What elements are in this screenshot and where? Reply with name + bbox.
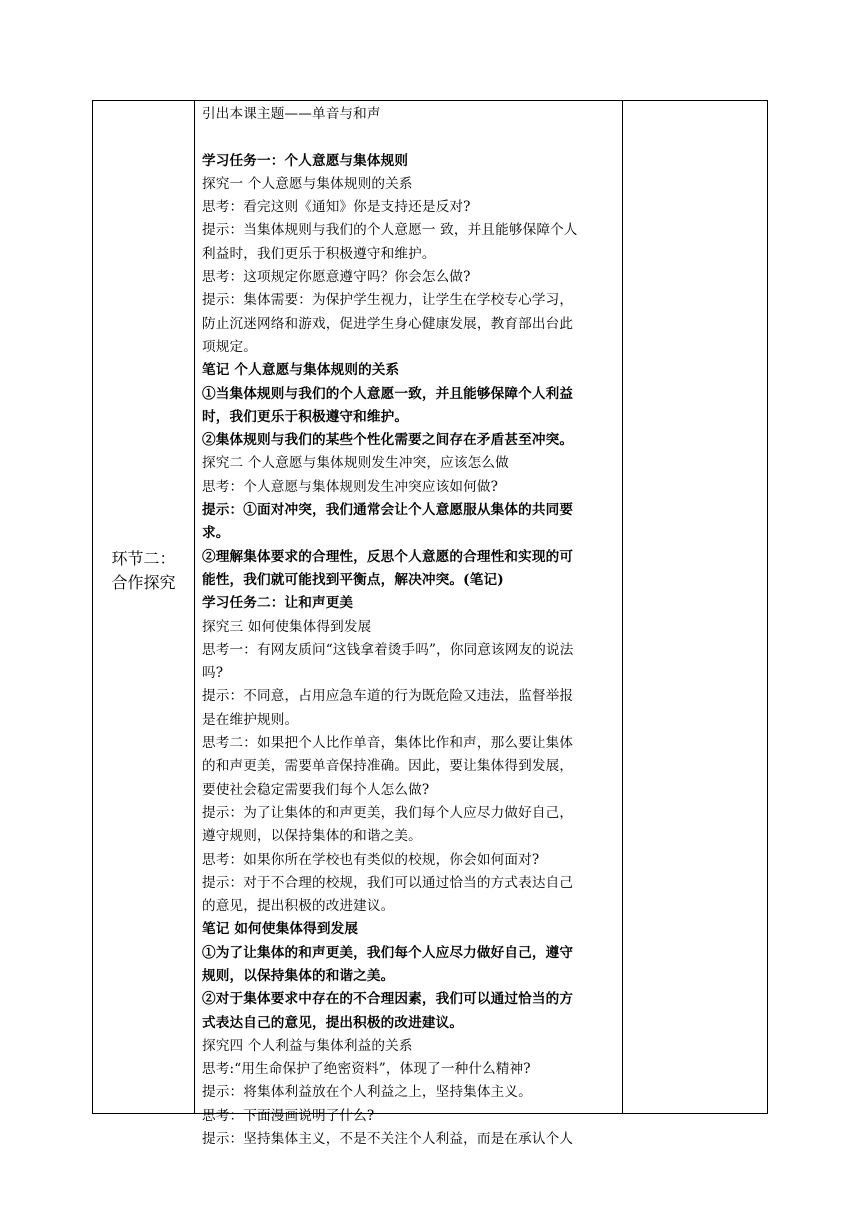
content-line: 探究二 个人意愿与集体规则发生冲突，应该怎么做 [202,455,509,472]
content-line: 引出本课主题——单音与和声 [202,106,381,122]
content-line: 遵守规则，以保持集体的和谐之美。 [202,828,422,845]
content-line: 时，我们更乐于积极遵守和维护。 [202,408,409,425]
content-line: 探究四 个人利益与集体利益的关系 [202,1037,413,1054]
content-line: ②集体规则与我们的某些个性化需要之间存在矛盾甚至冲突。 [202,432,574,449]
content-line: 提示：为了让集体的和声更美，我们每个人应尽力做好自己， [202,804,574,821]
content-line: 思考：看完这则《通知》你是支持还是反对? [202,199,471,216]
content-line: 笔记 个人意愿与集体规则的关系 [202,362,400,379]
column-divider [622,101,623,1113]
content-line: 吗? [202,665,224,682]
column-divider [194,101,195,1113]
content-line: 提示：不同意，占用应急车道的行为既危险又违法，监督举报 [202,688,574,705]
content-line: 求。 [202,525,230,542]
content-line: ①为了让集体的和声更美，我们每个人应尽力做好自己，遵守 [202,944,574,961]
stage-label-cell [93,547,194,595]
content-line: 要使社会稳定需要我们每个人怎么做? [202,781,430,798]
content-line: 学习任务一：个人意愿与集体规则 [202,152,409,169]
content-line: 思考：这项规定你愿意遵守吗？你会怎么做? [202,269,471,286]
content-line: 的意见，提出积极的改进建议。 [202,898,395,915]
content-line: 学习任务二：让和声更美 [202,595,354,612]
stage-label-line-2: 合作探究 [111,573,176,592]
content-line: 探究一 个人意愿与集体规则的关系 [202,175,413,192]
content-line: 提示：集体需要：为保护学生视力，让学生在学校专心学习， [202,292,574,309]
content-line: 思考：下面漫画说明了什么? [202,1107,375,1124]
content-line: 思考一：有网友质问“这钱拿着烫手吗”，你同意该网友的说法 [202,641,574,658]
content-line: 项规定。 [202,338,257,355]
lesson-content-cell [202,103,614,1151]
content-line: ②理解集体要求的合理性，反思个人意愿的合理性和实现的可 [202,548,574,565]
content-line: 探究三 如何使集体得到发展 [202,618,372,635]
content-line: 式表达自己的意见，提出积极的改进建议。 [202,1014,464,1031]
content-line: 提示：将集体利益放在个人利益之上，坚持集体主义。 [202,1084,532,1101]
content-line: 笔记 如何使集体得到发展 [202,921,359,938]
content-line: 思考:“用生命保护了绝密资料”，体现了一种什么精神? [202,1061,531,1078]
content-line: ②对于集体要求中存在的不合理因素，我们可以通过恰当的方 [202,991,574,1008]
content-line: 能性，我们就可能找到平衡点，解决冲突。(笔记) [202,571,504,588]
content-line: 是在维护规则。 [202,711,299,728]
content-line: ①当集体规则与我们的个人意愿一致，并且能够保障个人利益 [202,385,574,402]
lesson-table [92,100,768,1148]
content-line: 提示：坚持集体主义，不是不关注个人利益，而是在承认个人 [202,1131,574,1148]
content-line: 防止沉迷网络和游戏，促进学生身心健康发展，教育部出台此 [202,315,574,332]
blank-line [202,126,614,149]
content-line: 思考二：如果把个人比作单音，集体比作和声，那么要让集体 [202,735,574,752]
content-line: 思考：个人意愿与集体规则发生冲突应该如何做? [202,478,499,495]
stage-label-line-1: 环节二： [111,549,176,568]
content-line: 利益时，我们更乐于积极遵守和维护。 [202,245,436,262]
content-line: 的和声更美，需要单音保持准确。因此，要让集体得到发展， [202,758,574,775]
content-line: 规则，以保持集体的和谐之美。 [202,967,395,984]
content-line: 提示：当集体规则与我们的个人意愿一 致，并且能够保障个人 [202,222,578,239]
content-line: 提示：对于不合理的校规，我们可以通过恰当的方式表达自己 [202,874,574,891]
content-line: 提示：①面对冲突，我们通常会让个人意愿服从集体的共同要 [202,502,574,519]
content-line: 思考：如果你所在学校也有类似的校规，你会如何面对? [202,851,540,868]
